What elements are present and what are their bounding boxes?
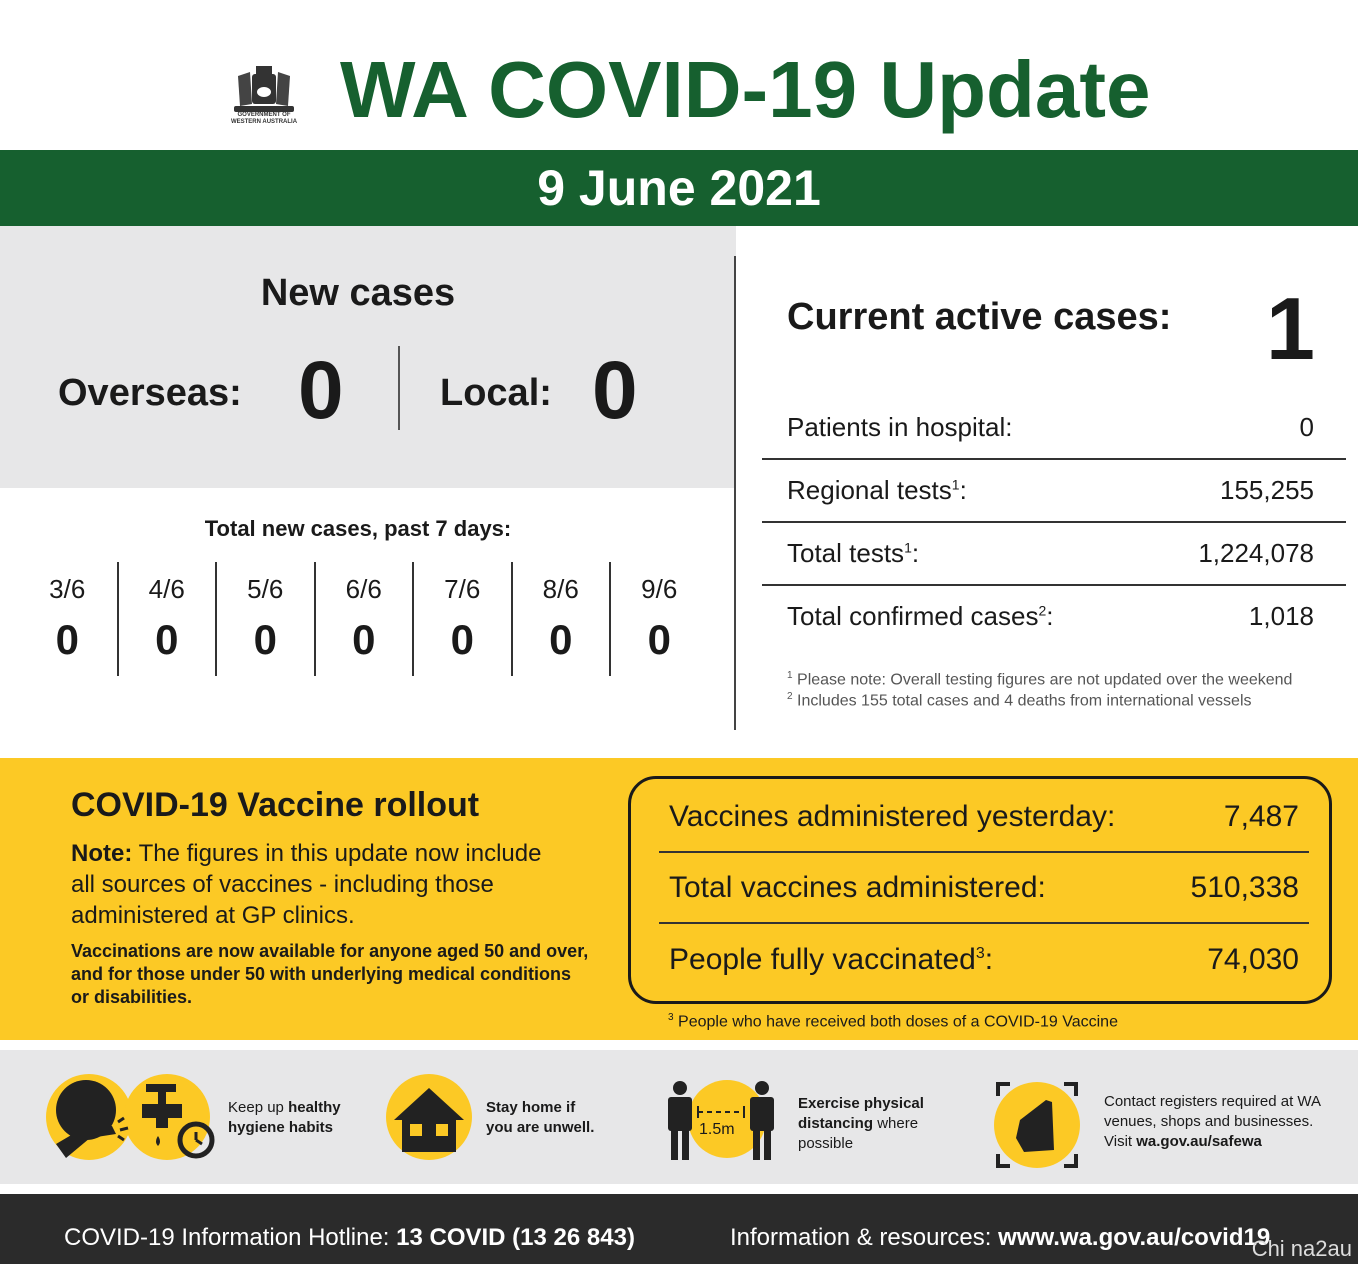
stat-label: Regional tests$^1$: xyxy=(787,475,967,505)
new-cases-title: New cases xyxy=(260,272,456,314)
tips-strip xyxy=(0,1050,1358,1184)
day-value: 0 xyxy=(55,616,79,663)
stat-value: 1,224,078 xyxy=(1198,538,1314,568)
day-value: 0 xyxy=(352,616,376,663)
day-cell xyxy=(511,562,610,676)
resources-link[interactable]: www.wa.gov.au/covid19 xyxy=(998,1224,1271,1251)
day-date: 5/6 xyxy=(247,574,284,604)
day-value: 0 xyxy=(253,616,277,663)
crest-label: GOVERNMENT OF WESTERN AUSTRALIA xyxy=(230,112,298,125)
day-date: 8/6 xyxy=(542,574,579,604)
footer xyxy=(0,1194,1358,1264)
vaccine-stats-box xyxy=(628,776,1332,1004)
vaccine-row-value: 74,030 xyxy=(1207,943,1299,976)
day-cell xyxy=(215,562,314,676)
new-cases-panel xyxy=(0,226,736,488)
day-cell xyxy=(314,562,413,676)
day-date: 9/6 xyxy=(641,574,678,604)
stat-row-hospital xyxy=(762,398,1346,460)
past-7-days-title: Total new cases, past 7 days: xyxy=(204,516,512,541)
tip-distancing-text: Exercise physical distancing where possible xyxy=(798,1095,924,1152)
vaccine-title: COVID-19 Vaccine rollout xyxy=(71,786,480,824)
stat-label: Patients in hospital: xyxy=(787,412,1013,442)
watermark: Chi na2au xyxy=(1251,1236,1352,1261)
stat-value: 155,255 xyxy=(1220,475,1314,505)
overseas-label: Overseas: xyxy=(58,372,242,414)
tip-hygiene-text: Keep up healthy hygiene habits xyxy=(228,1099,341,1136)
vaccine-row-yesterday xyxy=(659,782,1309,853)
vaccine-row-fully xyxy=(659,925,1309,996)
vaccine-note: Note: The figures in this update now include all sources of vaccines - including those administered at GP clinics. xyxy=(71,840,542,929)
day-date: 4/6 xyxy=(148,574,185,604)
distance-badge: 1.5m xyxy=(699,1121,735,1138)
past-7-days xyxy=(18,562,718,676)
day-cell xyxy=(412,562,511,676)
day-value: 0 xyxy=(647,616,671,663)
footnote-1: $^1$ Please note: Overall testing figures are not updated over the weekend xyxy=(787,670,1293,689)
vaccine-panel xyxy=(0,758,1358,1040)
stat-label: Total confirmed cases$^2$: xyxy=(787,601,1054,631)
day-cell xyxy=(18,562,117,676)
stat-value: 1,018 xyxy=(1248,601,1314,631)
stat-row-regional-tests xyxy=(762,461,1346,523)
vaccine-row-value: 7,487 xyxy=(1223,800,1299,833)
tip-contact-register-text: Contact registers required at WA venues, shops and businesses. Visit wa.gov.au/safewa xyxy=(1104,1093,1322,1150)
date-banner xyxy=(0,150,1358,226)
footnote-2: $^2$ Includes 155 total cases and 4 deaths from international vessels xyxy=(787,691,1252,710)
stat-label: Total tests$^1$: xyxy=(787,538,920,568)
stat-row-confirmed-cases xyxy=(762,587,1346,649)
page-title: WA COVID-19 Update xyxy=(340,45,1151,134)
overseas-value: 0 xyxy=(298,345,344,436)
day-cell xyxy=(117,562,216,676)
vaccine-row-label: People fully vaccinated$^3$: xyxy=(669,943,994,976)
vaccine-availability: Vaccinations are now available for anyone aged 50 and over, and for those under 50 with underlying medical conditions or disabilities. xyxy=(71,941,589,1007)
tip-stay-home-text: Stay home if you are unwell. xyxy=(486,1099,595,1136)
day-cell xyxy=(609,562,708,676)
day-value: 0 xyxy=(155,616,179,663)
active-cases-value: 1 xyxy=(1266,279,1315,378)
day-value: 0 xyxy=(450,616,474,663)
vaccine-row-label: Total vaccines administered: xyxy=(669,871,1046,904)
day-date: 7/6 xyxy=(444,574,481,604)
day-value: 0 xyxy=(549,616,573,663)
active-cases-label: Current active cases: xyxy=(787,296,1172,338)
day-date: 6/6 xyxy=(345,574,382,604)
resources-text: Information & resources: www.wa.gov.au/covid19 xyxy=(730,1224,1271,1251)
qr-scan-wa-icon xyxy=(994,1080,1080,1170)
hotline-text: COVID-19 Information Hotline: 13 COVID (13 26 843) xyxy=(64,1224,635,1251)
house-icon xyxy=(386,1074,472,1160)
local-value: 0 xyxy=(592,345,638,436)
day-date: 3/6 xyxy=(49,574,86,604)
update-date: 9 June 2021 xyxy=(537,160,821,216)
vaccine-row-value: 510,338 xyxy=(1190,871,1299,904)
vaccine-row-total xyxy=(659,853,1309,924)
stat-value: 0 xyxy=(1299,412,1314,442)
vaccine-row-label: Vaccines administered yesterday: xyxy=(669,800,1116,833)
vaccine-footnote: $^3$ People who have received both doses of a COVID-19 Vaccine xyxy=(668,1012,1118,1031)
new-cases-divider xyxy=(398,346,400,430)
hand-washing-icon xyxy=(46,1074,216,1164)
stat-row-total-tests xyxy=(762,524,1346,586)
local-label: Local: xyxy=(440,372,552,414)
header xyxy=(0,0,1358,150)
section-divider xyxy=(734,256,736,730)
